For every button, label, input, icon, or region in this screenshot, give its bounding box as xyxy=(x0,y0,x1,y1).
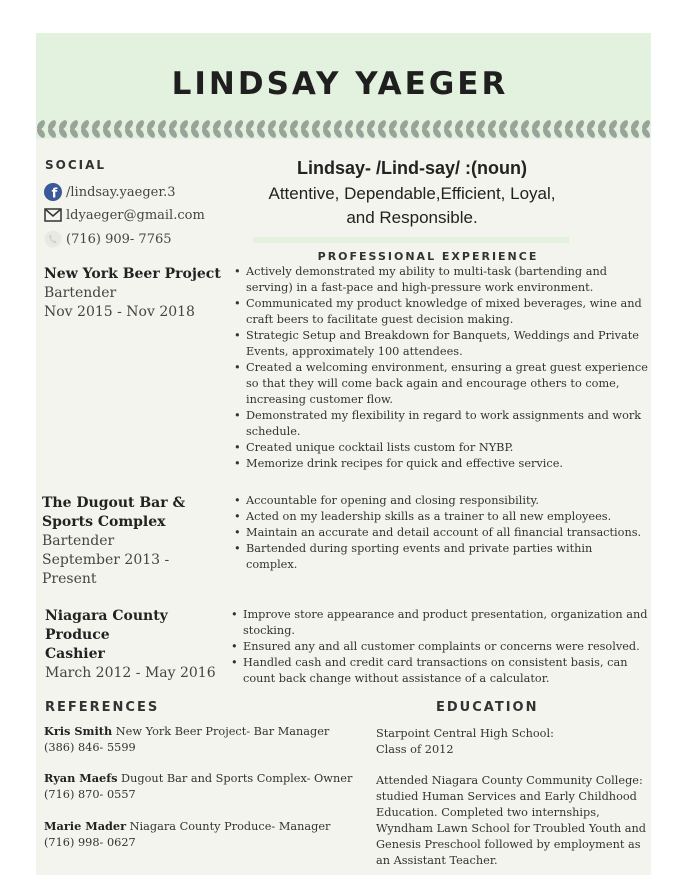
school-name: Starpoint Central High School: xyxy=(376,727,554,740)
list-item: • Accountable for opening and closing responsibility. xyxy=(246,493,646,509)
list-item: • Improve store appearance and product presentation, organization and stocking. xyxy=(243,607,661,639)
phone-number: (716) 909- 7765 xyxy=(66,231,172,247)
tagline-traits-end: and Responsible. xyxy=(346,208,478,227)
list-item: • Bartended during sporting events and private parties within complex. xyxy=(246,541,646,573)
vine-divider-graphic xyxy=(36,119,651,139)
reference-phone: (386) 846- 5599 xyxy=(44,741,136,754)
job-company: New York Beer Project xyxy=(44,266,221,282)
experience-heading: PROFESSIONAL EXPERIENCE xyxy=(317,250,539,263)
reference-name: Kris Smith xyxy=(44,724,113,738)
list-item: • Acted on my leadership skills as a trainer to all new employees. xyxy=(246,509,646,525)
list-item: • Ensured any and all customer complaints or concerns were resolved. xyxy=(243,639,661,655)
svg-text:f: f xyxy=(51,186,58,201)
reference-3 xyxy=(44,818,330,851)
list-item: • Handled cash and credit card transactions on consistent basis, can count back change without assistance of a calculator. xyxy=(243,655,661,687)
list-item: • Created unique cocktail lists custom for NYBP. xyxy=(246,440,656,456)
facebook-row[interactable] xyxy=(44,183,176,201)
resume-name: LINDSAY YAEGER xyxy=(171,66,509,102)
reference-phone: (716) 870- 0557 xyxy=(44,788,136,801)
facebook-handle[interactable]: /lindsay.yaeger.3 xyxy=(66,184,176,200)
reference-detail: Dugout Bar and Sports Complex- Owner xyxy=(121,772,353,785)
job-2 xyxy=(42,494,228,589)
list-item: • Communicated my product knowledge of mixed beverages, wine and craft beers to facilitate guest decision making. xyxy=(246,296,656,328)
school-class: Class of 2012 xyxy=(376,743,454,756)
education-heading: EDUCATION xyxy=(436,700,539,715)
job-role: Bartender xyxy=(44,285,117,301)
job-3 xyxy=(45,607,229,683)
job-role: Cashier xyxy=(45,646,105,662)
list-item: • Demonstrated my flexibility in regard to work assignments and work schedule. xyxy=(246,408,656,440)
email-address[interactable]: ldyaeger@gmail.com xyxy=(66,207,205,223)
list-item: • Maintain an accurate and detail account of all financial transactions. xyxy=(246,525,646,541)
reference-detail: New York Beer Project- Bar Manager xyxy=(115,725,330,738)
job-dates: Nov 2015 - Nov 2018 xyxy=(44,304,195,320)
job-company: The Dugout Bar & Sports Complex xyxy=(42,495,186,530)
reference-detail: Niagara County Produce- Manager xyxy=(129,820,331,833)
list-item: • Actively demonstrated my ability to multi-task (bartending and serving) in a fast-pace and high-pressure work environment. xyxy=(246,264,656,296)
job-dates: March 2012 - May 2016 xyxy=(45,665,216,681)
reference-name: Marie Mader xyxy=(44,819,127,833)
phone-row xyxy=(44,230,172,248)
job-2-bullets xyxy=(232,493,646,573)
job-dates: September 2013 - Present xyxy=(42,552,170,587)
social-heading: SOCIAL xyxy=(45,158,107,172)
job-company: Niagara County Produce xyxy=(45,608,168,643)
list-item: • Memorize drink recipes for quick and effective service. xyxy=(246,456,656,472)
reference-name: Ryan Maefs xyxy=(44,771,118,785)
education-school-1 xyxy=(376,726,652,758)
tagline-underline xyxy=(253,237,569,243)
vine-divider xyxy=(36,119,651,139)
email-icon xyxy=(44,206,62,224)
list-item: • Created a welcoming environment, ensuring a great guest experience so that they will come back again and encourage others to come, increasing customer flow. xyxy=(246,360,656,408)
job-3-bullets xyxy=(229,607,661,687)
job-1 xyxy=(44,265,221,322)
list-item: • Strategic Setup and Breakdown for Banquets, Weddings and Private Events, approximately 100 attendees. xyxy=(246,328,656,360)
job-1-bullets xyxy=(232,264,656,472)
facebook-icon xyxy=(44,183,62,201)
email-row[interactable] xyxy=(44,206,205,224)
reference-phone: (716) 998- 0627 xyxy=(44,836,136,849)
reference-1 xyxy=(44,723,329,756)
references-heading: REFERENCES xyxy=(45,700,160,715)
tagline-traits: Attentive, Dependable,Efficient, Loyal, xyxy=(268,184,556,203)
tagline-definition: Lindsay- /Lind-say/ :(noun) xyxy=(297,158,527,178)
reference-2 xyxy=(44,770,352,803)
education-school-2: Attended Niagara County Community College: studied Human Services and Early Childhood Education. Completed two internships, Wyndham Lawn School for Troubled Youth and Genesis Preschool followed by employment as an Assistant Teacher. xyxy=(376,774,647,867)
phone-icon xyxy=(44,230,62,248)
job-role: Bartender xyxy=(42,533,115,549)
